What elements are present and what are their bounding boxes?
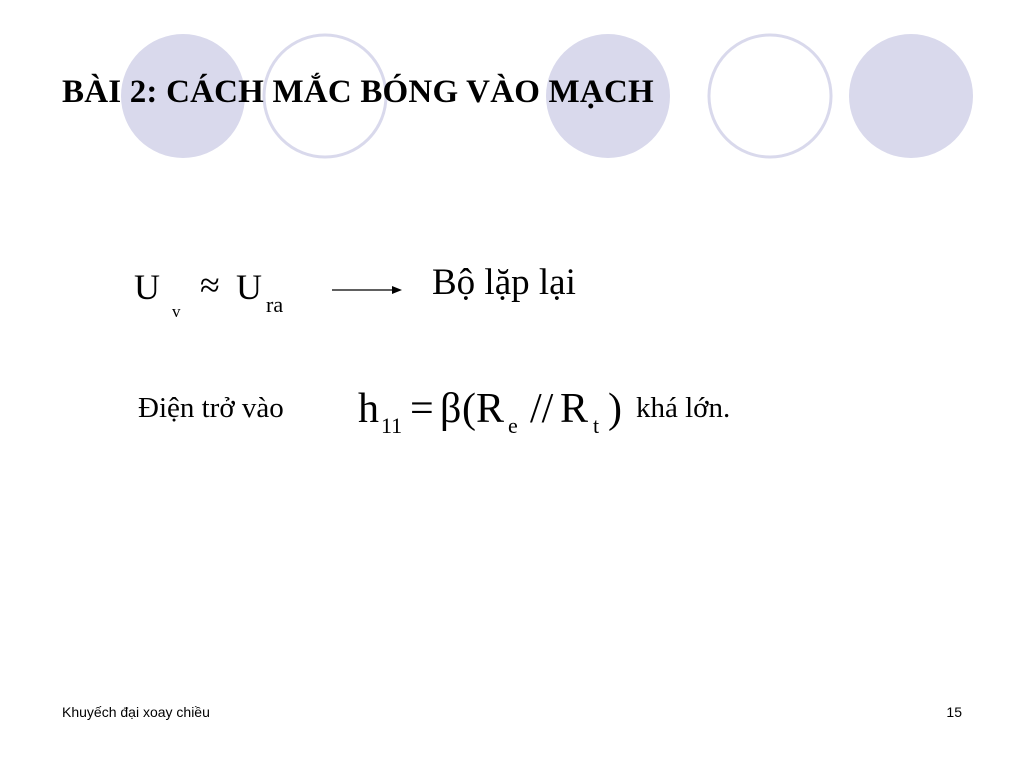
slide-title: BÀI 2: CÁCH MẮC BÓNG VÀO MẠCH	[62, 74, 654, 110]
h-symbol: h	[358, 386, 379, 432]
r-subscript-e: e	[508, 413, 518, 438]
page-number: 15	[946, 704, 962, 720]
footer-title: Khuyếch đại xoay chiều	[62, 704, 210, 720]
equals-sign: =	[410, 386, 434, 432]
r-symbol: R	[560, 386, 589, 432]
parallel-symbol: //	[530, 386, 554, 432]
arrow-right-icon	[330, 280, 410, 300]
input-resistance-prefix: Điện trở vào	[138, 392, 284, 424]
input-resistance-suffix: khá lớn.	[636, 392, 731, 424]
u-subscript-v: v	[172, 302, 181, 321]
u-subscript-ra: ra	[266, 292, 284, 317]
u-symbol: U	[236, 267, 262, 307]
h-subscript: 11	[381, 413, 403, 438]
beta-symbol: β	[440, 386, 462, 432]
open-paren: (	[462, 386, 476, 432]
decor-circle-filled	[849, 34, 973, 158]
input-resistance-line	[138, 385, 838, 445]
r-symbol: R	[476, 386, 505, 432]
decor-circle-outline	[709, 35, 831, 157]
r-subscript-t: t	[593, 413, 600, 438]
u-symbol: U	[134, 267, 160, 307]
follower-label: Bộ lặp lại	[432, 262, 576, 303]
approx-symbol: ≈	[200, 265, 220, 305]
close-paren: )	[608, 386, 622, 432]
